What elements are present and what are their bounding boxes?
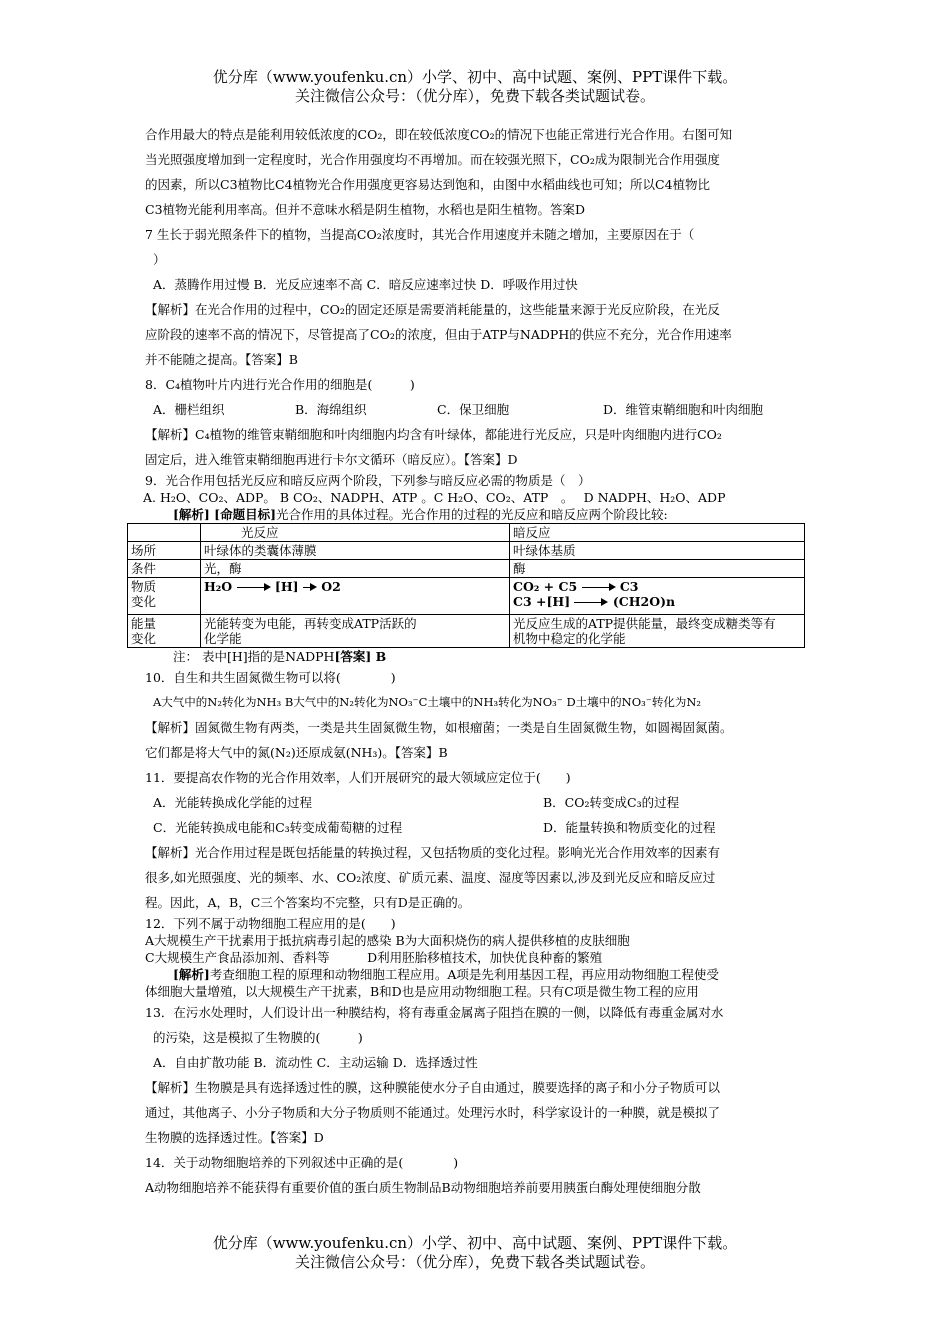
table-row	[128, 578, 805, 615]
q11-stem: 11．要提高农作物的光合作用效率，人们开展研究的最大领域应定位于( )	[145, 770, 571, 785]
table-row	[128, 542, 805, 560]
reaction-arrow	[574, 598, 608, 607]
table-cell: 光，酶	[201, 560, 510, 578]
table-cell-dark-material	[510, 578, 805, 615]
q9-analysis	[145, 506, 815, 523]
q11-option-c: C．光能转换成电能和C₃转变成葡萄糖的过程	[153, 820, 403, 835]
q10-stem: 10．自生和共生固氮微生物可以将( )	[145, 670, 396, 685]
q14-options: A动物细胞培养不能获得有重要价值的蛋白质生物制品B动物细胞培养前要用胰蛋白酶处理使细胞分散	[145, 1180, 701, 1195]
q13-stem: 13．在污水处理时，人们设计出一种膜结构，将有毒重金属离子阻挡在膜的一侧，以降低有毒重金属对水	[145, 1005, 724, 1020]
reactant-water: H₂O	[204, 579, 233, 594]
table-cell: 酶	[510, 560, 805, 578]
table-row-label: 场所	[128, 542, 201, 560]
header-line-2: 关注微信公众号：（优分库），免费下载各类试题试卷。	[294, 87, 655, 105]
q14-stem: 14．关于动物细胞培养的下列叙述中正确的是( )	[145, 1155, 459, 1170]
q11-option-b: B．CO₂转变成C₃的过程	[543, 795, 680, 810]
q12-options-cd: C大规模生产食品添加剂、香料等 D利用胚胎移植技术，加快优良种畜的繁殖	[145, 950, 603, 965]
q8-options	[145, 397, 815, 422]
q8-stem: 8．C₄植物叶片内进行光合作用的细胞是( )	[145, 377, 415, 392]
energy-dark-line: 光反应生成的ATP提供能量，最终变成糖类等有	[513, 616, 776, 631]
q7-options: A．蒸腾作用过慢 B．光反应速率不高 C．暗反应速率过快 D．呼吸作用过快	[153, 277, 578, 292]
energy-dark-line: 机物中稳定的化学能	[513, 631, 626, 646]
reaction-arrow	[237, 583, 271, 592]
q7-analysis: 并不能随之提高。【答案】B	[145, 352, 298, 367]
intro-line: 的因素，所以C3植物比C4植物光合作用强度更容易达到饱和，由图中水稻曲线也可知；所以C4植物比	[145, 177, 711, 192]
table-row-label-line: 变化	[131, 594, 157, 609]
q8-analysis: 【解析】C₄植物的维管束鞘细胞和叶肉细胞内均含有叶绿体，都能进行光反应，只是叶肉细胞内进行CO₂	[145, 427, 722, 442]
table-row-label-line: 变化	[131, 631, 157, 646]
q7-analysis: 应阶段的速率不高的情况下，尽管提高了CO₂的浓度，但由于ATP与NADPH的供应不充分，光合作用速率	[145, 327, 732, 342]
q12-analysis-cont: 体细胞大量增殖，以大规模生产干扰素，B和D也是应用动物细胞工程。只有C项是微生物工程的应用	[145, 984, 699, 999]
document-body	[131, 122, 815, 1200]
q9-analysis-text: 光合作用的具体过程。光合作用的过程的光反应和暗反应两个阶段比较:	[276, 507, 668, 522]
energy-light-line: 光能转变为电能，再转变成ATP活跃的	[204, 616, 417, 631]
q8-analysis: 固定后，进入维管束鞘细胞再进行卡尔文循环（暗反应）。【答案】D	[145, 452, 518, 467]
q12-analysis-text: 考查细胞工程的原理和动物细胞工程应用。A项是先利用基因工程，再应用动物细胞工程使受	[209, 967, 719, 982]
energy-light-line: 化学能	[204, 631, 242, 646]
product-ch2o: (CH2O)n	[612, 594, 676, 609]
product-oxygen: O2	[321, 579, 341, 594]
q9-note	[145, 648, 815, 665]
table-cell: 叶绿体基质	[510, 542, 805, 560]
table-corner	[128, 524, 201, 542]
q11-option-d: D．能量转换和物质变化的过程	[543, 820, 716, 835]
q12-analysis	[145, 966, 815, 983]
table-row	[128, 615, 805, 648]
q7-analysis: 【解析】在光合作用的过程中，CO₂的固定还原是需要消耗能量的，这些能量来源于光反应阶段，在光反	[145, 302, 720, 317]
footer-line-2: 关注微信公众号：（优分库），免费下载各类试题试卷。	[294, 1253, 655, 1271]
q7-stem: 7 生长于弱光照条件下的植物，当提高CO₂浓度时，其光合作用速度并未随之增加，主要原因在于（	[145, 227, 695, 242]
table-header-row	[128, 524, 805, 542]
reaction-arrow	[582, 583, 616, 592]
q11-option-a: A．光能转换成化学能的过程	[153, 795, 313, 810]
table-row-label: 条件	[128, 560, 201, 578]
q13-analysis: 生物膜的选择透过性。【答案】D	[145, 1130, 324, 1145]
q11-analysis: 很多,如光照强度、光的频率、水、CO₂浓度、矿质元素、温度、湿度等因素以,涉及到光反应和暗反应过	[145, 870, 716, 885]
q12-stem: 12．下列不属于动物细胞工程应用的是( )	[145, 916, 396, 931]
table-cell: 叶绿体的类囊体薄膜	[201, 542, 510, 560]
intro-line: C3植物光能利用率高。但并不意味水稻是阴生植物，水稻也是阳生植物。答案D	[145, 202, 586, 217]
q13-stem-cont: 的污染，这是模拟了生物膜的( )	[153, 1030, 363, 1045]
q11-analysis: 【解析】光合作用过程是既包括能量的转换过程，又包括物质的变化过程。影响光光合作用效率的因素有	[145, 845, 721, 860]
table-row-label	[128, 578, 201, 615]
table-header-dark: 暗反应	[510, 524, 805, 542]
q7-stem-cont: ）	[153, 252, 166, 267]
table-cell-light-material	[201, 578, 510, 615]
table-row-label-line: 能量	[131, 616, 157, 631]
reaction-arrow	[303, 583, 317, 592]
q9-analysis-label: [解析] [命题目标]	[173, 507, 277, 522]
table-row-label-line: 物质	[131, 579, 157, 594]
q9-note-text: 注： 表中[H]指的是NADPH	[173, 649, 335, 664]
footer-line-1: 优分库（www.youfenku.cn）小学、初中、高中试题、案例、PPT课件下载。	[212, 1234, 738, 1252]
table-header-light: 光反应	[201, 524, 510, 542]
product-h: [H]	[274, 579, 299, 594]
dark-reaction-line-1	[513, 579, 801, 594]
dark-reaction-line-2	[513, 594, 801, 609]
reactant-co2-c5: CO₂ + C5	[513, 579, 578, 594]
table-cell	[201, 615, 510, 648]
table-row	[128, 560, 805, 578]
q11-options-row-2	[145, 815, 815, 840]
q8-option-b: B．海绵组织	[295, 402, 367, 417]
q13-analysis: 【解析】生物膜是具有选择透过性的膜，这种膜能使水分子自由通过，膜要选择的离子和小分子物质可以	[145, 1080, 721, 1095]
q10-analysis: 【解析】固氮微生物有两类，一类是共生固氮微生物，如根瘤菌；一类是自生固氮微生物，如圆褐固氮菌。	[145, 720, 733, 735]
q12-analysis-label: [解析]	[173, 967, 210, 982]
q13-options: A．自由扩散功能 B．流动性 C．主动运输 D．选择透过性	[153, 1055, 478, 1070]
q13-analysis: 通过，其他离子、小分子物质和大分子物质则不能通过。处理污水时，科学家设计的一种膜，就是模拟了	[145, 1105, 721, 1120]
q11-analysis: 程。因此，A，B，C三个答案均不完整，只有D是正确的。	[145, 895, 471, 910]
page-footer	[0, 1234, 950, 1272]
q11-options-row-1	[145, 790, 815, 815]
q8-option-a: A．栅栏组织	[153, 402, 225, 417]
page-header	[0, 68, 950, 106]
product-c3: C3	[619, 579, 639, 594]
q8-option-c: C．保卫细胞	[437, 402, 510, 417]
table-cell	[510, 615, 805, 648]
intro-line: 合作用最大的特点是能利用较低浓度的CO₂，即在较低浓度CO₂的情况下也能正常进行光合作用。右图可知	[145, 127, 733, 142]
q9-stem: 9．光合作用包括光反应和暗反应两个阶段，下列参与暗反应必需的物质是（ ）	[145, 473, 591, 488]
table-row-label	[128, 615, 201, 648]
header-line-1: 优分库（www.youfenku.cn）小学、初中、高中试题、案例、PPT课件下载。	[212, 68, 738, 86]
reaction-comparison-table	[127, 523, 805, 648]
q9-options: A. H₂O、CO₂、ADP。 B CO₂、NADPH、ATP 。C H₂O、CO₂、ATP 。 D NADPH、H₂O、ADP	[143, 490, 726, 505]
q10-options: A大气中的N₂转化为NH₃ B大气中的N₂转化为NO₃⁻C土壤中的NH₃转化为NO₃⁻ D土壤中的NO₃⁻转化为N₂	[153, 695, 702, 709]
intro-line: 当光照强度增加到一定程度时，光合作用强度均不再增加。而在较强光照下，CO₂成为限制光合作用强度	[145, 152, 720, 167]
q9-answer: [答案] B	[334, 649, 387, 664]
reactant-c3-h: C3 +[H]	[513, 594, 571, 609]
q12-options-ab: A大规模生产干扰素用于抵抗病毒引起的感染 B为大面积烧伤的病人提供移植的皮肤细胞	[145, 933, 630, 948]
q10-analysis: 它们都是将大气中的氮(N₂)还原成氨(NH₃)。【答案】B	[145, 745, 448, 760]
q8-option-d: D．维管束鞘细胞和叶肉细胞	[603, 402, 764, 417]
